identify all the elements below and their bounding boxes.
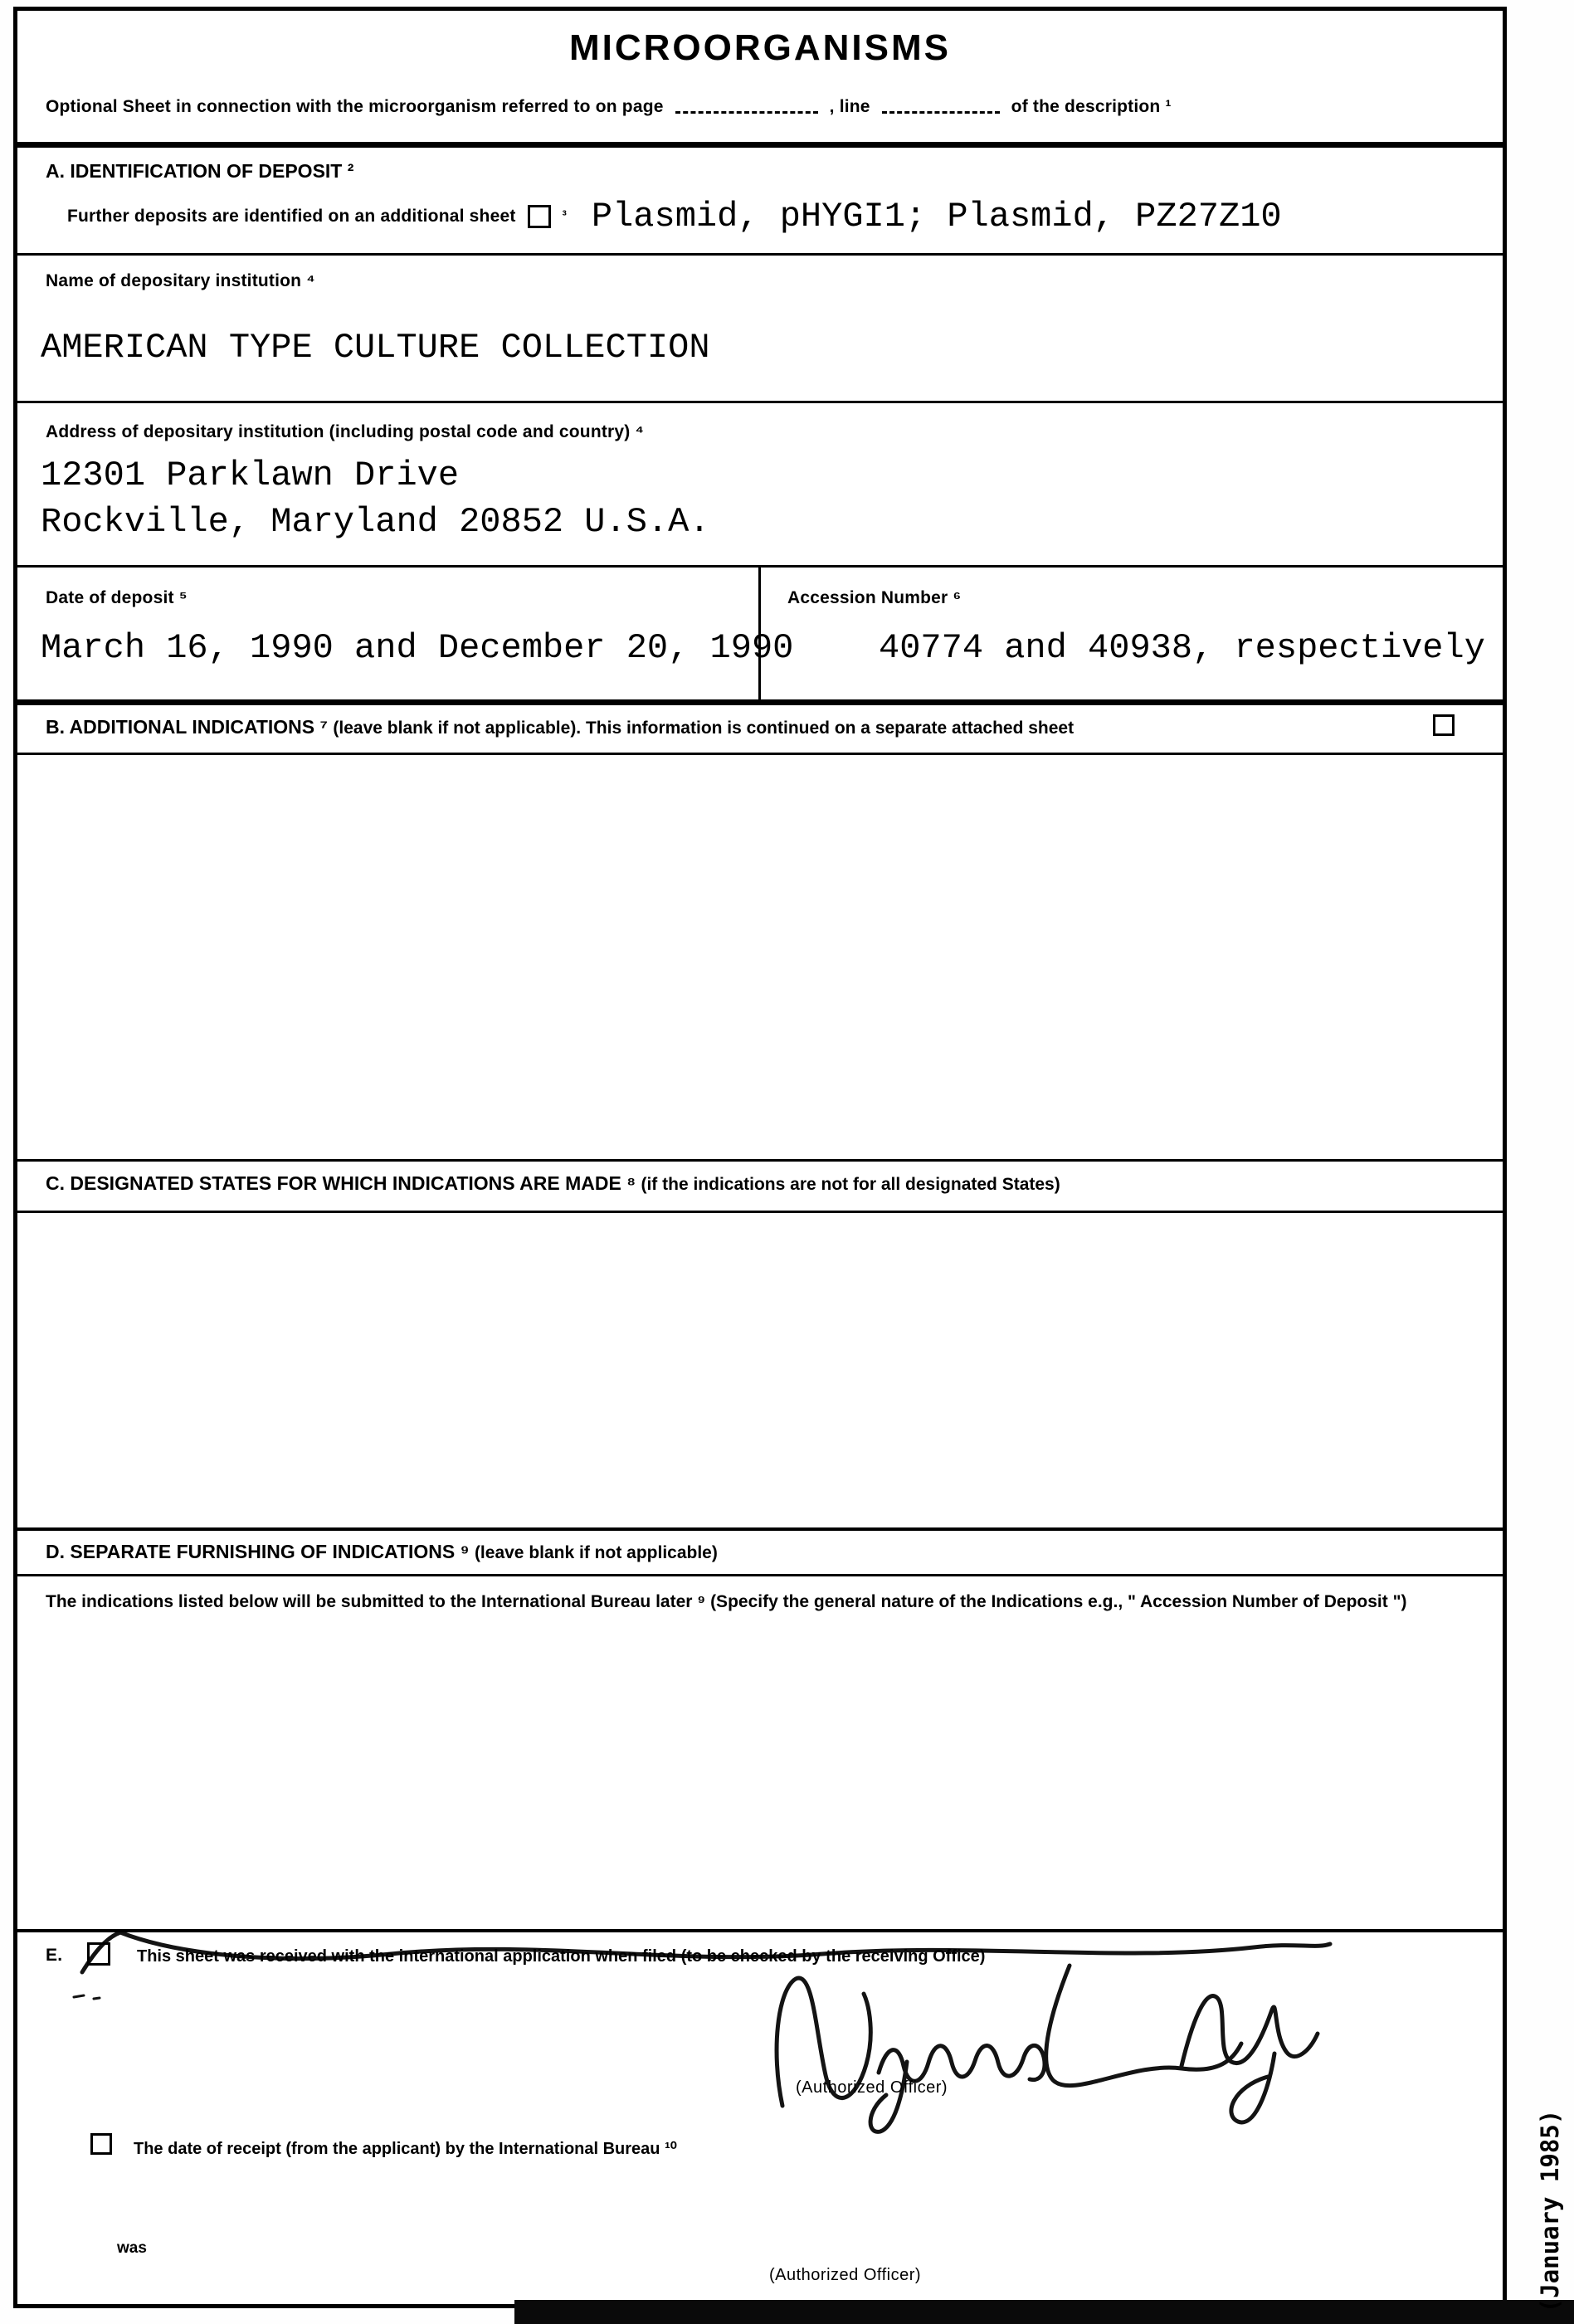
section-d-body: The indications listed below will be submitted to the International Bureau later ⁹ (Specify the general nature of the Indications e.g., " Accession Number of Deposit ") — [46, 1592, 1407, 1611]
was-label: was — [117, 2239, 147, 2257]
form-date-vertical: (January 1985) — [1536, 2109, 1564, 2313]
further-deposits-footnote: ³ — [562, 209, 567, 223]
optional-line-text3: of the description ¹ — [1011, 97, 1172, 116]
section-c-header — [46, 1172, 1060, 1195]
further-deposits-checkbox[interactable] — [528, 205, 551, 228]
accession-number-value: 40774 and 40938, respectively — [879, 628, 1485, 668]
authorized-officer-label-2: (Authorized Officer) — [769, 2266, 922, 2284]
additional-indications-checkbox[interactable] — [1433, 714, 1455, 736]
optional-line-text2: , line — [829, 97, 870, 116]
depositary-address-label: Address of depositary institution (including postal code and country) ⁴ — [46, 422, 645, 441]
section-b-header — [46, 716, 1074, 738]
further-deposits-value: Plasmid, pHYGI1; Plasmid, PZ27Z10 — [591, 197, 1282, 236]
section-b-title: B. ADDITIONAL INDICATIONS ⁷ — [46, 716, 329, 738]
section-c-title: C. DESIGNATED STATES FOR WHICH INDICATIONS ARE MADE ⁸ — [46, 1172, 636, 1194]
date-of-deposit-label: Date of deposit ⁵ — [46, 588, 188, 607]
divider — [17, 753, 1503, 755]
divider — [17, 1527, 1503, 1531]
section-b-subtitle: (leave blank if not applicable). This information is continued on a separate attached sheet — [333, 719, 1075, 738]
date-of-deposit-value: March 16, 1990 and December 20, 1990 — [41, 628, 794, 668]
further-deposits-label: Further deposits are identified on an additional sheet — [67, 207, 516, 226]
form-border — [13, 7, 1507, 2308]
divider — [17, 253, 1503, 256]
section-a-header: A. IDENTIFICATION OF DEPOSIT ² — [46, 160, 354, 182]
divider — [17, 1211, 1503, 1213]
divider — [17, 401, 1503, 403]
accession-number-label: Accession Number ⁶ — [787, 588, 962, 607]
depositary-name-value: AMERICAN TYPE CULTURE COLLECTION — [41, 328, 710, 368]
authorized-officer-label: (Authorized Officer) — [796, 2078, 948, 2097]
optional-line-text1: Optional Sheet in connection with the microorganism referred to on page — [46, 97, 664, 116]
optional-sheet-line — [46, 97, 1172, 117]
page-number-blank — [675, 100, 818, 114]
further-deposits-row — [67, 197, 1282, 236]
depositary-address-line1: 12301 Parklawn Drive — [41, 456, 460, 495]
depositary-name-label: Name of depositary institution ⁴ — [46, 271, 315, 290]
receipt-date-label: The date of receipt (from the applicant) by the International Bureau ¹⁰ — [134, 2140, 677, 2158]
section-c-subtitle: (if the indications are not for all designated States) — [641, 1175, 1060, 1194]
divider — [17, 1574, 1503, 1576]
scan-edge-artifact — [514, 2300, 1574, 2324]
section-d-subtitle: (leave blank if not applicable) — [474, 1543, 718, 1562]
section-e-letter: E. — [46, 1946, 63, 1965]
line-number-blank — [882, 100, 1000, 114]
divider — [17, 1159, 1503, 1162]
received-label: This sheet was received with the international application when filed (to be checked by the receiving Office) — [137, 1947, 986, 1966]
section-d-title: D. SEPARATE FURNISHING OF INDICATIONS ⁹ — [46, 1541, 470, 1562]
depositary-address-line2: Rockville, Maryland 20852 U.S.A. — [41, 502, 710, 542]
divider — [17, 699, 1503, 705]
divider — [17, 142, 1503, 148]
form-title: MICROORGANISMS — [569, 27, 951, 68]
signature-handwriting — [67, 1927, 1395, 2160]
section-d-header — [46, 1541, 718, 1563]
